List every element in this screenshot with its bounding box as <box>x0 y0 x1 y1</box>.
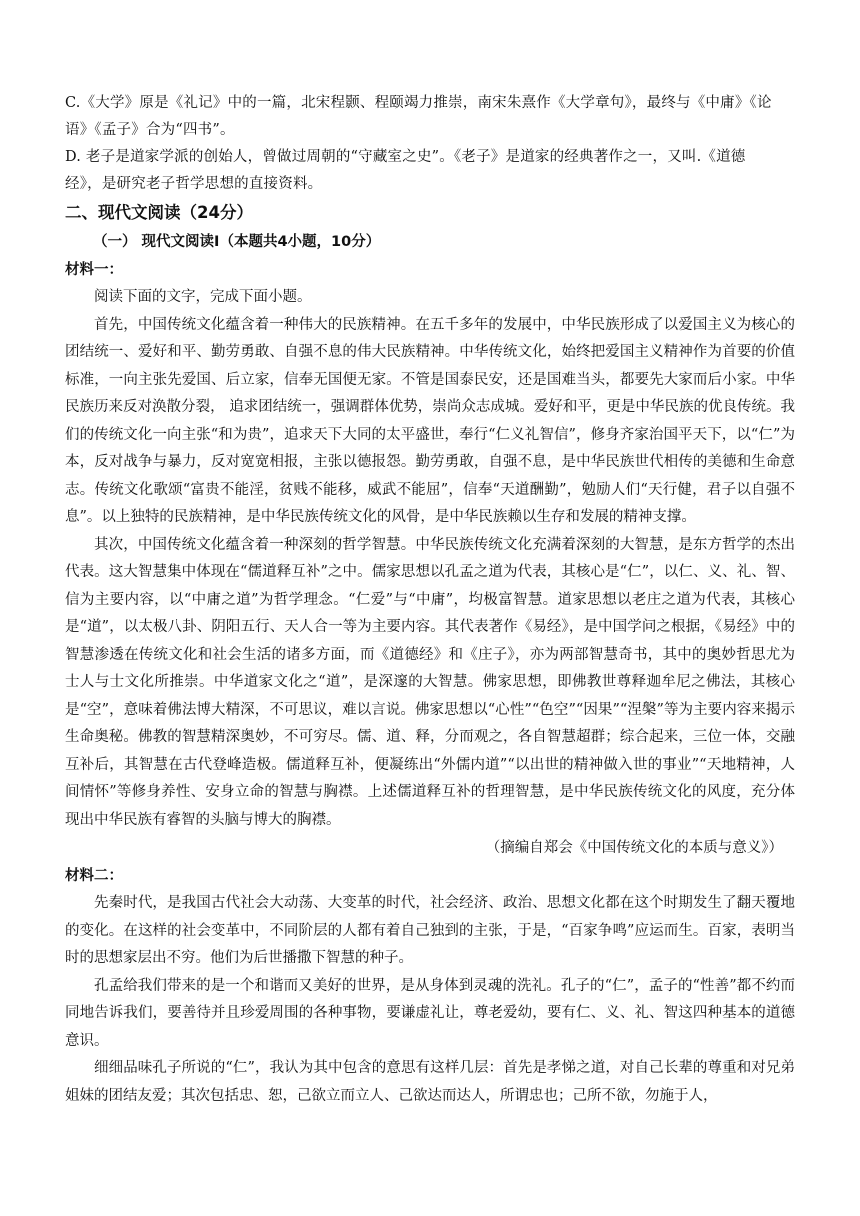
material1-paragraph-2: 其次，中国传统文化蕴含着一种深刻的哲学智慧。中华民族传统文化充满着深刻的大智慧，是东方哲学的杰出代表。这大智慧集中体现在“儒道释互补”之中。儒家思想以孔孟之道为代表，其核心是“仁”，以仁、义、礼、智、信为主要内容，以“中庸之道”为哲学理念。“仁爱”与“中庸”，均极富智慧。道家思想以老庄之道为代表，其核心是“道”，以太极八卦、阴阳五行、天人合一等为主要内容。其代表著作《易经》，是中国学问之根据，《易经》中的智慧渗透在传统文化和社会生活的诸多方面，而《道德经》和《庄子》，亦为两部智慧奇书，其中的奥妙哲思尤为士人与士文化所推崇。中华道家文化之“道”，是深邃的大智慧。佛家思想，即佛教世尊释迦牟尼之佛法，其核心是“空”，意味着佛法博大精深，不可思议，难以言说。佛家思想以“心性”“色空”“因果”“涅槃”等为主要内容来揭示生命奥秘。佛教的智慧精深奥妙，不可穷尽。儒、道、释，分而观之，各自智慧超群；综合起来，三位一体，交融互补后，其智慧在古代登峰造极。儒道释互补，便凝练出“外儒内道”“以出世的精神做入世的事业”“天地精神，人间情怀”等修身养性、安身立命的智慧与胸襟。上述儒道释互补的哲理智慧，是中华民族传统文化的风度，充分体现出中华民族有睿智的头脑与博大的胸襟。 <box>65 536 795 828</box>
section-title: 二、现代文阅读（24分） <box>65 203 253 222</box>
option-d-line2: 经》，是研究老子哲学思想的直接资料。 <box>65 176 323 192</box>
option-d-line1: D. 老子是道家学派的创始人，曾做过周朝的“守藏室之史”。《老子》是道家的经典著作之一，又叫.《道德 <box>65 149 746 165</box>
option-c-line1: C.《大学》原是《礼记》中的一篇，北宋程颢、程颐竭力推崇，南宋朱熹作《大学章句》，最终与《中庸》《论 <box>65 95 772 111</box>
section-subtitle: （一） 现代文阅读Ⅰ（本题共4小题，10分） <box>93 234 381 250</box>
material1-label: 材料一： <box>65 262 123 278</box>
material2-paragraph-2: 孔孟给我们带来的是一个和谐而又美好的世界，是从身体到灵魂的洗礼。孔子的“仁”，孟子的“性善”都不约而同地告诉我们，要善待并且珍爱周围的各种事物，要谦虚礼让，尊老爱幼，要有仁、义、礼、智这四种基本的道德意识。 <box>65 977 795 1049</box>
material2-paragraph-3: 细细品味孔子所说的“仁”，我认为其中包含的意思有这样几层：首先是孝悌之道，对自己长辈的尊重和对兄弟姐妹的团结友爱；其次包括忠、恕，己欲立而立人、己欲达而达人，所谓忠也；己所不欲，勿施于人， <box>65 1060 795 1104</box>
material1-paragraph-1: 首先，中国传统文化蕴含着一种伟大的民族精神。在五千多年的发展中，中华民族形成了以爱国主义为核心的团结统一、爱好和平、勤劳勇敢、自强不息的伟大民族精神。中华传统文化，始终把爱国主义精神作为首要的价值标准，一向主张先爱国、后立家，信奉无国便无家。不管是国泰民安，还是国难当头，都要先大家而后小家。中华民族历来反对涣散分裂， 追求团结统一，强调群体优势，崇尚众志成城。爱好和平，更是中华民族的优良传统。我们的传统文化一向主张“和为贵”，追求天下大同的太平盛世，奉行“仁义礼智信”，修身齐家治国平天下，以“仁”为本，反对战争与暴力，反对宽宽相报，主张以德报怨。勤劳勇敢，自强不息，是中华民族世代相传的美德和生命意志。传统文化歌颂“富贵不能淫，贫贱不能移，威武不能屈”，信奉“天道酬勤”，勉励人们“天行健，君子以自强不息”。以上独特的民族精神，是中华民族传统文化的风骨，是中华民族赖以生存和发展的精神支撑。 <box>65 316 795 525</box>
material2-paragraph-1: 先秦时代，是我国古代社会大动荡、大变革的时代，社会经济、政治、思想文化都在这个时期发生了翻天覆地的变化。在这样的社会变革中，不同阶层的人都有着自己独到的主张，于是，“百家争鸣”应运而生。百家，表明当时的思想家层出不穷。他们为后世播撒下智慧的种子。 <box>65 895 795 966</box>
material1-source: （摘编自郑会《中国传统文化的本质与意义》） <box>485 840 783 856</box>
material1-instruction: 阅读下面的文字，完成下面小题。 <box>94 289 312 305</box>
option-c-line2: 语》《孟子》合为“四书”。 <box>65 122 235 138</box>
document-page <box>65 90 795 1110</box>
material2-label: 材料二： <box>65 868 123 884</box>
